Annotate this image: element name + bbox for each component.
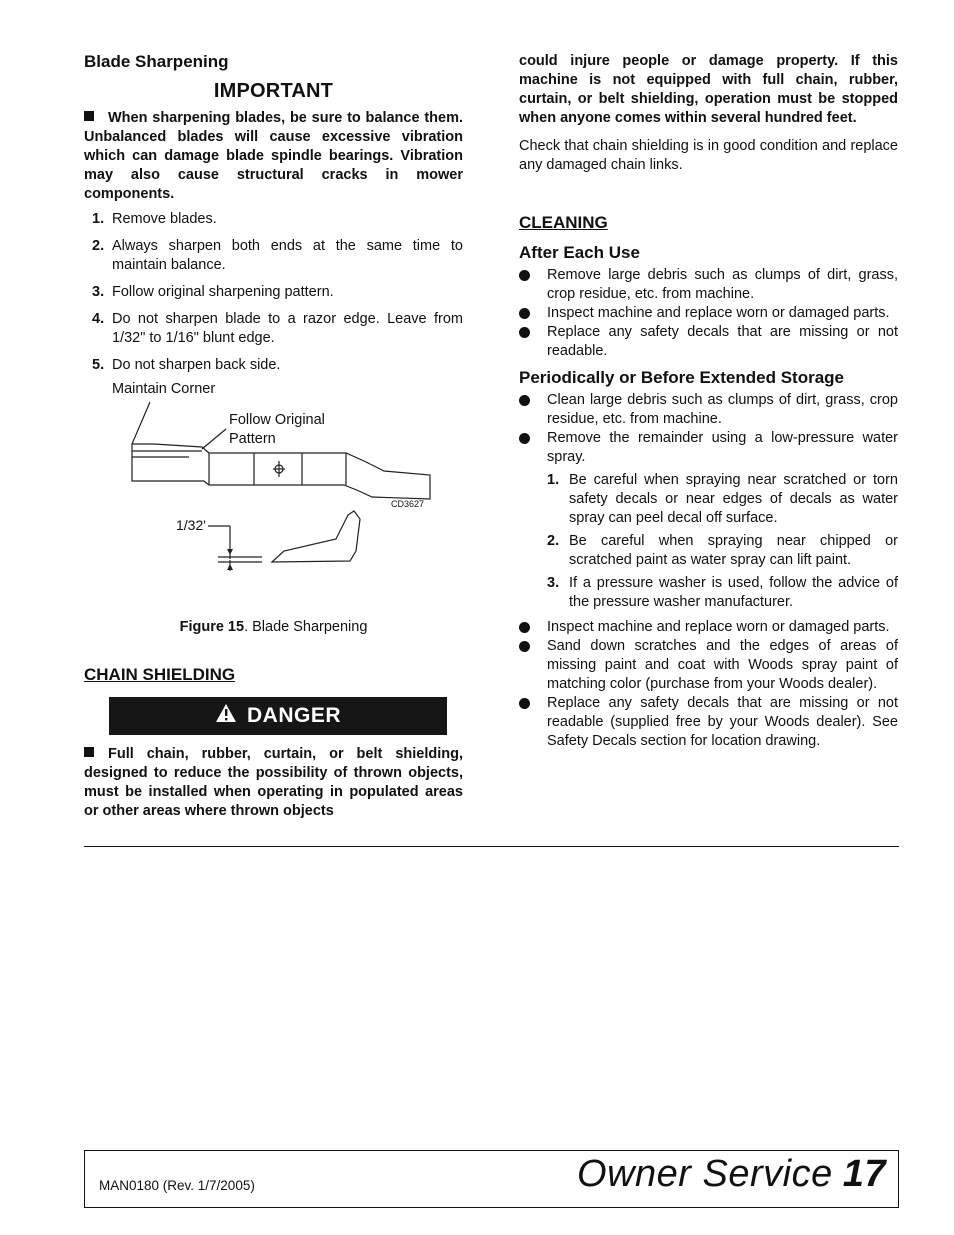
list-item: 5. Do not sharpen back side. [92, 357, 281, 373]
bullet-icon [519, 622, 530, 633]
cleaning-heading: CLEANING [519, 213, 608, 232]
right-column [519, 52, 898, 751]
manual-code: MAN0180 (Rev. 1/7/2005) [99, 1178, 255, 1193]
after-each-use-list [519, 266, 898, 361]
list-item: 3. If a pressure washer is used, follow the advice of the pressure washer manufacturer. [547, 575, 898, 610]
list-item: 1. Be careful when spraying near scratched or torn safety decals or near edges of decals as water spray can peel decal off surface. [547, 472, 898, 526]
page-number: 17 [842, 1153, 886, 1195]
periodic-list [519, 391, 898, 467]
list-item: 4. Do not sharpen blade to a razor edge. Leave from 1/32" to 1/16" blunt edge. [92, 311, 463, 346]
danger-text: Full chain, rubber, curtain, or belt shielding, designed to reduce the possibility of thrown objects, must be installed when operating in populated areas or other areas where thrown objects [84, 746, 463, 819]
list-item: Inspect machine and replace worn or damaged parts. [519, 304, 898, 323]
after-each-use-heading: After Each Use [519, 243, 640, 262]
bullet-icon [519, 433, 530, 444]
list-item: Replace any safety decals that are missing or not readable (supplied free by your Woods dealer). See Safety Decals section for location drawing. [519, 694, 898, 751]
bullet-icon [519, 395, 530, 406]
figure-code: CD3627 [391, 499, 425, 509]
list-item: 2. Always sharpen both ends at the same time to maintain balance. [92, 238, 463, 273]
label-maintain-corner: Maintain Corner [112, 381, 216, 397]
bullet-icon [519, 641, 530, 652]
section-divider [84, 846, 899, 847]
sharpening-steps [84, 210, 463, 375]
blade-sharpening-heading: Blade Sharpening [84, 52, 229, 71]
dimension-label: 1/32' [176, 517, 206, 533]
list-item: Inspect machine and replace worn or damaged parts. [519, 618, 898, 637]
label-follow-pattern-2: Pattern [229, 431, 276, 447]
important-heading: IMPORTANT [213, 80, 334, 102]
check-chain-text: Check that chain shielding is in good condition and replace any damaged chain links. [519, 138, 898, 173]
list-item: 1. Remove blades. [92, 211, 217, 227]
list-item: 3. Follow original sharpening pattern. [92, 284, 334, 300]
list-item: 2. Be careful when spraying near chipped or scratched paint as water spray can lift paint. [547, 533, 898, 568]
important-notice [84, 109, 463, 204]
footer-title: Owner Service 17 [577, 1153, 886, 1195]
figure-caption: Figure 15. Blade Sharpening [179, 619, 368, 635]
danger-banner [109, 697, 447, 735]
list-item: Sand down scratches and the edges of areas of missing paint and coat with Woods spray paint of matching color (purchase from your Woods dealer). [519, 637, 898, 694]
list-item: Remove large debris such as clumps of dirt, grass, crop residue, etc. from machine. [519, 266, 898, 304]
left-column [84, 52, 463, 821]
danger-text-continued: could injure people or damage property. If this machine is not equipped with full chain, rubber, curtain, or belt shielding, operation must be stopped when anyone comes within several hundred feet. [519, 53, 898, 126]
bullet-icon [519, 327, 530, 338]
bullet-icon [519, 308, 530, 319]
periodic-storage-heading: Periodically or Before Extended Storage [519, 368, 844, 387]
danger-notice [84, 745, 463, 821]
periodic-sublist [547, 471, 898, 612]
danger-label: DANGER [246, 704, 341, 727]
bullet-icon [519, 270, 530, 281]
bullet-icon [519, 698, 530, 709]
page-footer [84, 1150, 899, 1208]
periodic-list-2 [519, 618, 898, 751]
square-bullet-icon [84, 747, 94, 757]
list-item: Replace any safety decals that are missing or not readable. [519, 323, 898, 361]
important-text: When sharpening blades, be sure to balance them. Unbalanced blades will cause excessive vibration which can damage blade spindle bearings. Vibration may also cause structural cracks in mower components. [84, 110, 463, 202]
chain-shielding-heading: CHAIN SHIELDING [84, 665, 236, 684]
list-item: Clean large debris such as clumps of dirt, grass, crop residue, etc. from machine. [519, 391, 898, 429]
label-follow-pattern-1: Follow Original [229, 412, 325, 428]
blade-figure [84, 381, 463, 619]
list-item: Remove the remainder using a low-pressure water spray. [519, 429, 898, 467]
square-bullet-icon [84, 111, 94, 121]
warning-triangle-icon [215, 703, 237, 729]
